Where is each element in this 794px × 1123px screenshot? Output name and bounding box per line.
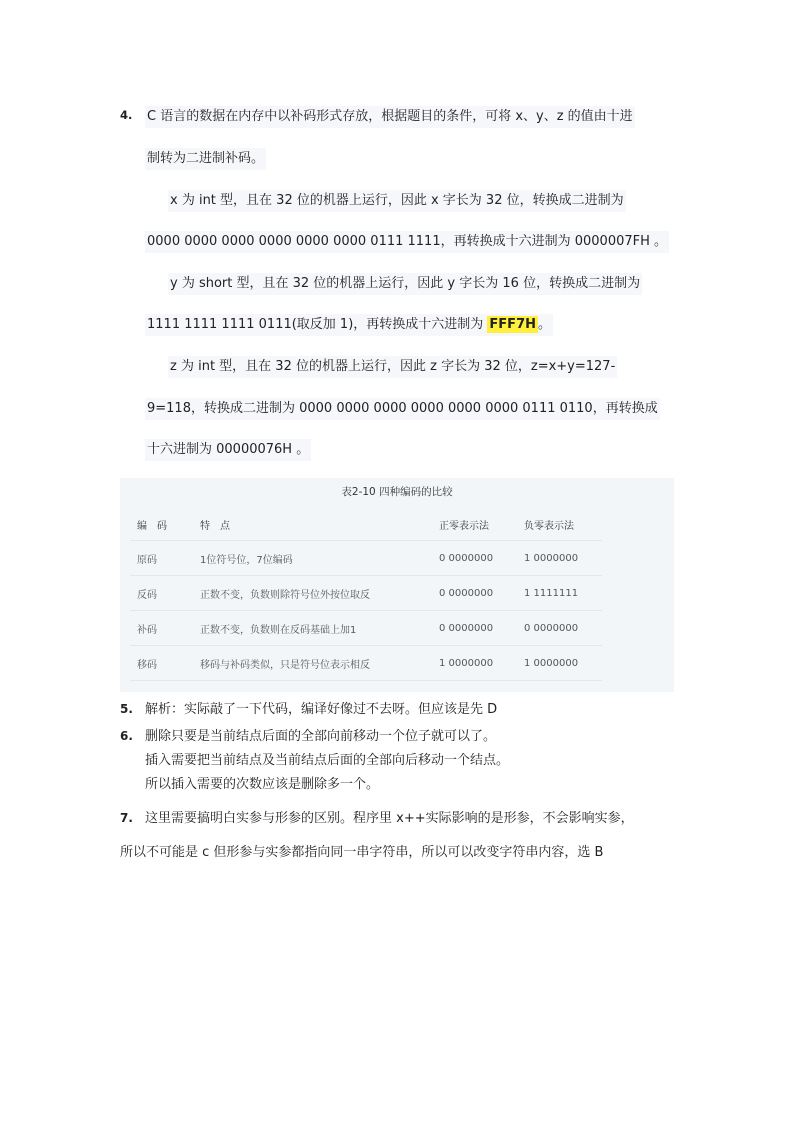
header-positive-zero: 正零表示法 xyxy=(432,508,517,541)
q6-line-1: 删除只要是当前结点后面的全部向前移动一个位子就可以了。 xyxy=(145,729,497,744)
table-cell: 原码 xyxy=(130,541,193,576)
table-cell: 移码与补码类似，只是符号位表示相反 xyxy=(193,646,432,681)
question-number-4: 4. xyxy=(120,108,133,122)
header-encoding: 编 码 xyxy=(130,508,193,541)
q7-line-1: 这里需要搞明白实参与形参的区别。程序里 x++实际影响的是形参，不会影响实参， xyxy=(145,811,634,826)
table-header-row xyxy=(130,508,602,541)
q4-y-line-1: y 为 short 型，且在 32 位的机器上运行，因此 y 字长为 16 位，转换成二进制为 xyxy=(168,273,642,295)
table-caption: 表2-10 四种编码的比较 xyxy=(341,486,453,498)
table-cell: 1 0000000 xyxy=(517,646,602,681)
q4-z-line-1: z 为 int 型，且在 32 位的机器上运行，因此 z 字长为 32 位，z=x+y=127- xyxy=(168,356,617,378)
q4-intro-line-1: C 语言的数据在内存中以补码形式存放，根据题目的条件，可将 x、y、z 的值由十进 xyxy=(145,106,635,128)
table-cell: 0 0000000 xyxy=(432,576,517,611)
q6-line-2: 插入需要把当前结点及当前结点后面的全部向后移动一个结点。 xyxy=(145,753,510,768)
q4-intro-line-2: 制转为二进制补码。 xyxy=(145,148,266,170)
q4-z-line-2: 9=118，转换成二进制为 0000 0000 0000 0000 0000 0000 0111 0110，再转换成 xyxy=(145,398,660,420)
table-cell: 0 0000000 xyxy=(432,611,517,646)
question-number-7: 7. xyxy=(120,811,133,825)
table-cell: 1 1111111 xyxy=(517,576,602,611)
encoding-comparison-table xyxy=(130,508,602,681)
question-number-6: 6. xyxy=(120,729,133,743)
table-cell: 1 0000000 xyxy=(432,646,517,681)
table-cell: 1 0000000 xyxy=(517,541,602,576)
table-cell: 正数不变，负数则在反码基础上加1 xyxy=(193,611,432,646)
table-cell: 反码 xyxy=(130,576,193,611)
table-cell: 正数不变，负数则除符号位外按位取反 xyxy=(193,576,432,611)
table-cell: 0 0000000 xyxy=(517,611,602,646)
table-cell: 1位符号位，7位编码 xyxy=(193,541,432,576)
table-row xyxy=(130,611,602,646)
q6-line-3: 所以插入需要的次数应该是删除多一个。 xyxy=(145,777,380,792)
encoding-comparison-figure xyxy=(120,478,674,692)
q7-line-2: 所以不可能是 c 但形参与实参都指向同一串字符串，所以可以改变字符串内容，选 B xyxy=(120,845,604,860)
q4-y-highlight: FFF7H xyxy=(489,317,536,332)
table-row xyxy=(130,646,602,681)
q4-z-line-3: 十六进制为 00000076H 。 xyxy=(145,439,311,461)
question-number-5: 5. xyxy=(120,702,133,716)
table-cell: 移码 xyxy=(130,646,193,681)
q4-y-line-2 xyxy=(145,314,553,336)
q5-text: 解析：实际敲了一下代码，编译好像过不去呀。但应该是先 D xyxy=(145,702,498,717)
header-feature: 特 点 xyxy=(193,508,432,541)
table-cell: 0 0000000 xyxy=(432,541,517,576)
q4-x-line-1: x 为 int 型，且在 32 位的机器上运行，因此 x 字长为 32 位，转换成二进制为 xyxy=(168,190,626,212)
q4-y-line-2-end: 。 xyxy=(538,317,552,332)
q4-x-line-2: 0000 0000 0000 0000 0000 0000 0111 1111，再转换成十六进制为 0000007FH 。 xyxy=(145,231,669,253)
header-negative-zero: 负零表示法 xyxy=(517,508,602,541)
q4-y-line-2-text: 1111 1111 1111 0111(取反加 1)，再转换成十六进制为 xyxy=(147,317,488,332)
table-cell: 补码 xyxy=(130,611,193,646)
table-row xyxy=(130,541,602,576)
table-row xyxy=(130,576,602,611)
